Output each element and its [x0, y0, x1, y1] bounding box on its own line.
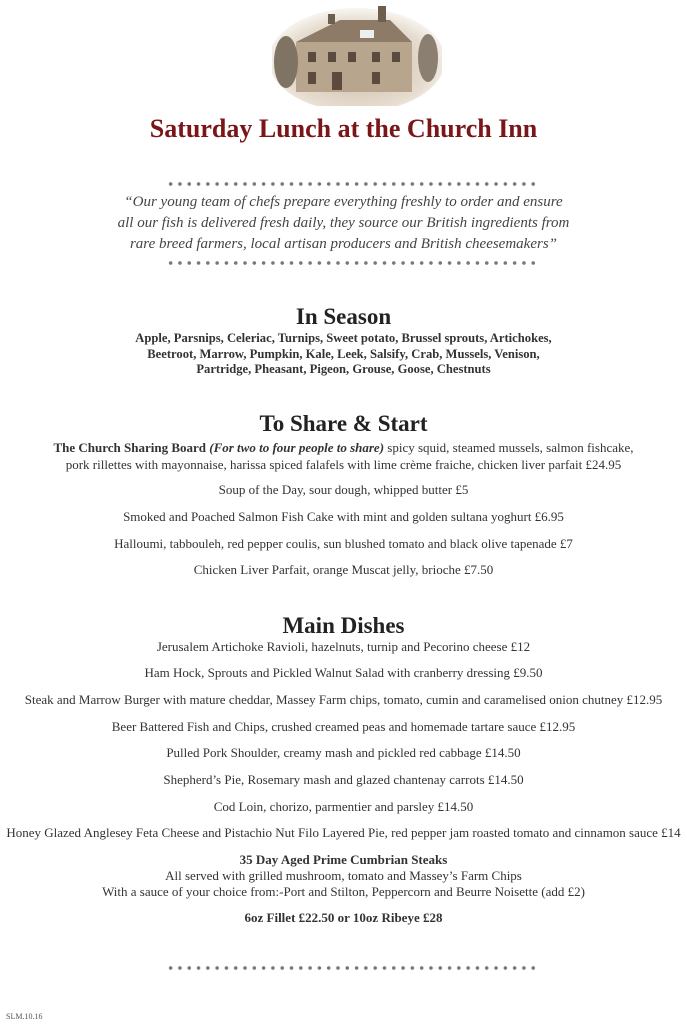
steaks-prices: 6oz Fillet £22.50 or 10oz Ribeye £28 [244, 910, 443, 925]
season-line: Partridge, Pheasant, Pigeon, Grouse, Goose, Chestnuts [196, 362, 491, 376]
steaks-sauce: With a sauce of your choice from:-Port and Stilton, Peppercorn and Beurre Noisette (add £2) [102, 884, 585, 899]
church-inn-illustration [272, 2, 442, 106]
menu-item: Ham Hock, Sprouts and Pickled Walnut Salad with cranberry dressing £9.50 [144, 665, 543, 680]
menu-item: Beer Battered Fish and Chips, crushed creamed peas and homemade tartare sauce £12.95 [111, 719, 576, 734]
menu-item-sharing-board [0, 439, 687, 473]
item-name: The Church Sharing Board [53, 440, 206, 455]
in-season-list [0, 331, 687, 378]
item-desc: spicy squid, steamed mussels, salmon fishcake, [384, 440, 634, 455]
season-line: Beetroot, Marrow, Pumpkin, Kale, Leek, Salsify, Crab, Mussels, Venison, [147, 346, 540, 361]
menu-item: Honey Glazed Anglesey Feta Cheese and Pistachio Nut Filo Layered Pie, red pepper jam roasted tomato and cinnamon sauce £14 [6, 825, 681, 840]
menu-item: Cod Loin, chorizo, parmentier and parsley £14.50 [213, 799, 474, 814]
menu-item: Shepherd’s Pie, Rosemary mash and glazed chantenay carrots £14.50 [163, 772, 524, 787]
menu-item: Steak and Marrow Burger with mature cheddar, Massey Farm chips, tomato, cumin and caramelised onion chutney £12.95 [24, 692, 663, 707]
menu-item: Pulled Pork Shoulder, creamy mash and pickled red cabbage £14.50 [166, 745, 521, 760]
menu-item: Soup of the Day, sour dough, whipped butter £5 [218, 482, 469, 497]
season-line: Apple, Parsnips, Celeriac, Turnips, Sweet potato, Brussel sprouts, Artichokes, [135, 331, 552, 345]
dotted-divider [166, 181, 540, 187]
dotted-divider [166, 965, 540, 971]
dotted-divider [166, 260, 540, 266]
menu-item: Chicken Liver Parfait, orange Muscat jelly, brioche £7.50 [193, 562, 494, 577]
menu-item: Smoked and Poached Salmon Fish Cake with mint and golden sultana yoghurt £6.95 [123, 509, 564, 524]
mains-heading: Main Dishes [282, 613, 405, 638]
quote-line: all our fish is delivered fresh daily, they source our British ingredients from [117, 215, 570, 231]
intro-quote [0, 192, 687, 255]
quote-line: rare breed farmers, local artisan producers and British cheesemakers” [129, 236, 558, 252]
page-title: Saturday Lunch at the Church Inn [149, 114, 538, 143]
menu-code: SLM.10.16 [6, 1012, 43, 1021]
quote-line: “Our young team of chefs prepare everything freshly to order and ensure [124, 194, 563, 210]
steaks-title: 35 Day Aged Prime Cumbrian Steaks [239, 852, 448, 867]
in-season-heading: In Season [295, 304, 392, 329]
starters-heading: To Share & Start [259, 411, 428, 436]
item-note: (For two to four people to share) [209, 440, 385, 455]
item-desc: pork rillettes with mayonnaise, harissa spiced falafels with lime crème fraiche, chicken liver parfait £24.95 [65, 457, 622, 472]
steaks-desc: All served with grilled mushroom, tomato and Massey’s Farm Chips [165, 868, 522, 883]
menu-item: Jerusalem Artichoke Ravioli, hazelnuts, turnip and Pecorino cheese £12 [156, 639, 531, 654]
menu-item: Halloumi, tabbouleh, red pepper coulis, sun blushed tomato and black olive tapenade £7 [114, 536, 573, 551]
